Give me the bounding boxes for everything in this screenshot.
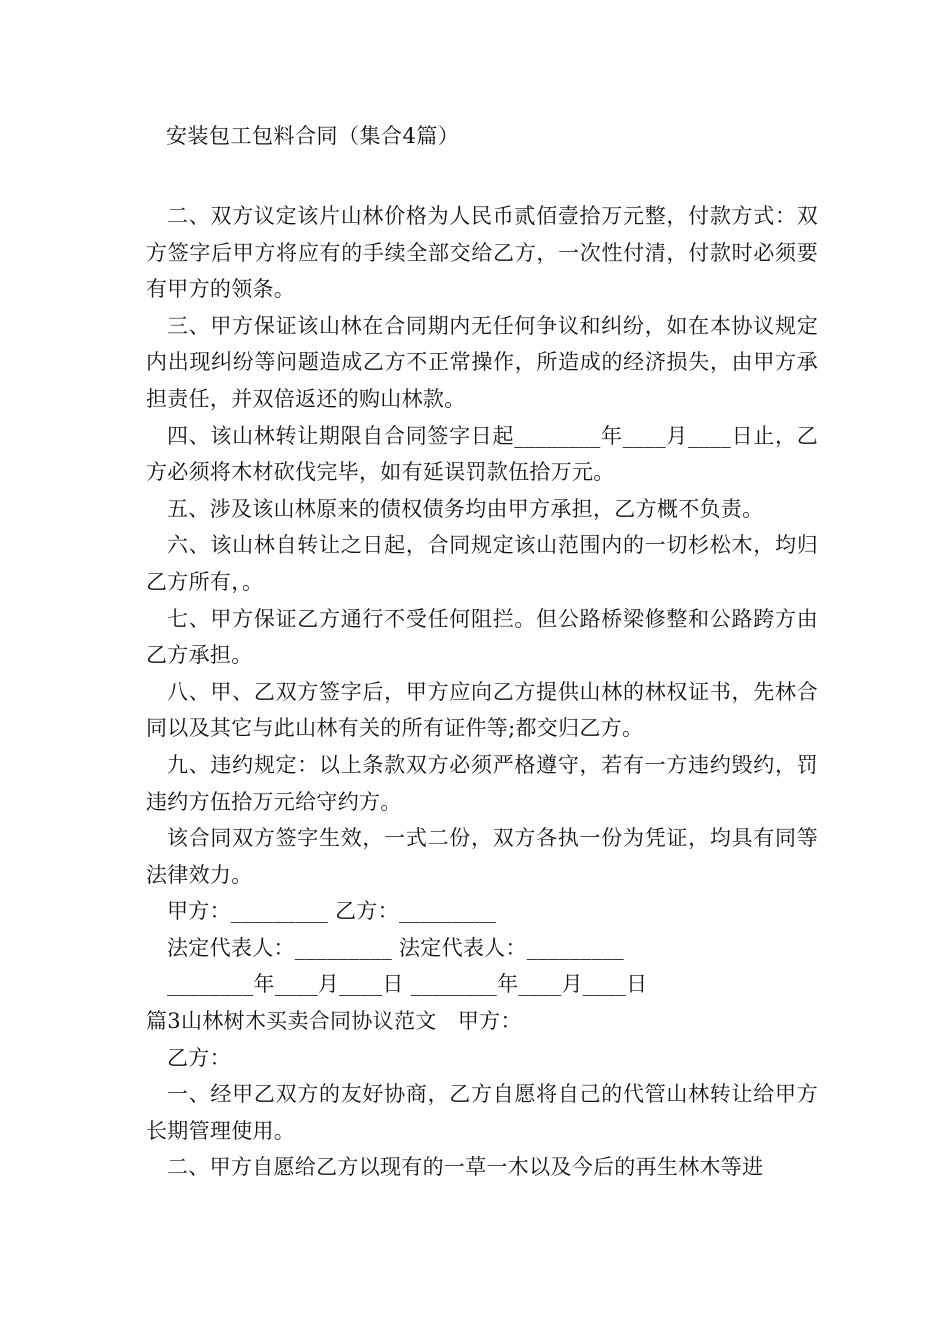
clause-5: 五、涉及该山林原来的债权债务均由甲方承担，乙方概不负责。 bbox=[167, 496, 764, 521]
section-3-heading: 篇3山林树木买卖合同协议范文 甲方： bbox=[146, 1009, 522, 1034]
section-3-clause-2: 二、甲方自愿给乙方以现有的一草一木以及今后的再生林木等进 bbox=[167, 1155, 764, 1180]
document-title: 安装包工包料合同（集合4篇） bbox=[166, 124, 460, 148]
clause-2: 二、双方议定该片山林价格为人民币贰佰壹拾万元整，付款方式：双方签字后甲方将应有的手续全部交给乙方，一次性付清，付款时必须要有甲方的领条。 bbox=[146, 204, 818, 302]
effect-clause: 该合同双方签字生效，一式二份，双方各执一份为凭证，均具有同等法律效力。 bbox=[146, 826, 818, 887]
clause-9: 九、违约规定：以上条款双方必须严格遵守，若有一方违约毁约，罚违约方伍拾万元给守约方。 bbox=[146, 752, 818, 814]
clause-4: 四、该山林转让期限自合同签字日起________年____月____日止，乙方必须将木材砍伐完毕，如有延误罚款伍拾万元。 bbox=[146, 423, 818, 485]
clause-8: 八、甲、乙双方签字后，甲方应向乙方提供山林的林权证书，先林合同以及其它与此山林有关的所有证件等;都交归乙方。 bbox=[146, 679, 818, 741]
section-3-party-b: 乙方： bbox=[167, 1045, 231, 1070]
signature-dates: ________年____月____日 ________年____月____日 bbox=[167, 972, 648, 997]
signature-parties: 甲方：_________ 乙方：_________ bbox=[167, 899, 497, 924]
clause-3: 三、甲方保证该山林在合同期内无任何争议和纠纷，如在本协议规定内出现纠纷等问题造成乙方不正常操作，所造成的经济损失，由甲方承担责任，并双倍返还的购山林款。 bbox=[146, 313, 818, 411]
clause-6: 六、该山林自转让之日起，合同规定该山范围内的一切杉松木，均归乙方所有，。 bbox=[146, 533, 818, 594]
clause-7: 七、甲方保证乙方通行不受任何阻拦。但公路桥梁修整和公路跨方由乙方承担。 bbox=[146, 606, 818, 668]
section-3-clause-1: 一、经甲乙双方的友好协商，乙方自愿将自己的代管山林转让给甲方长期管理使用。 bbox=[146, 1082, 818, 1143]
document-body bbox=[146, 198, 818, 1186]
signature-representatives: 法定代表人：_________ 法定代表人：_________ bbox=[167, 935, 624, 960]
